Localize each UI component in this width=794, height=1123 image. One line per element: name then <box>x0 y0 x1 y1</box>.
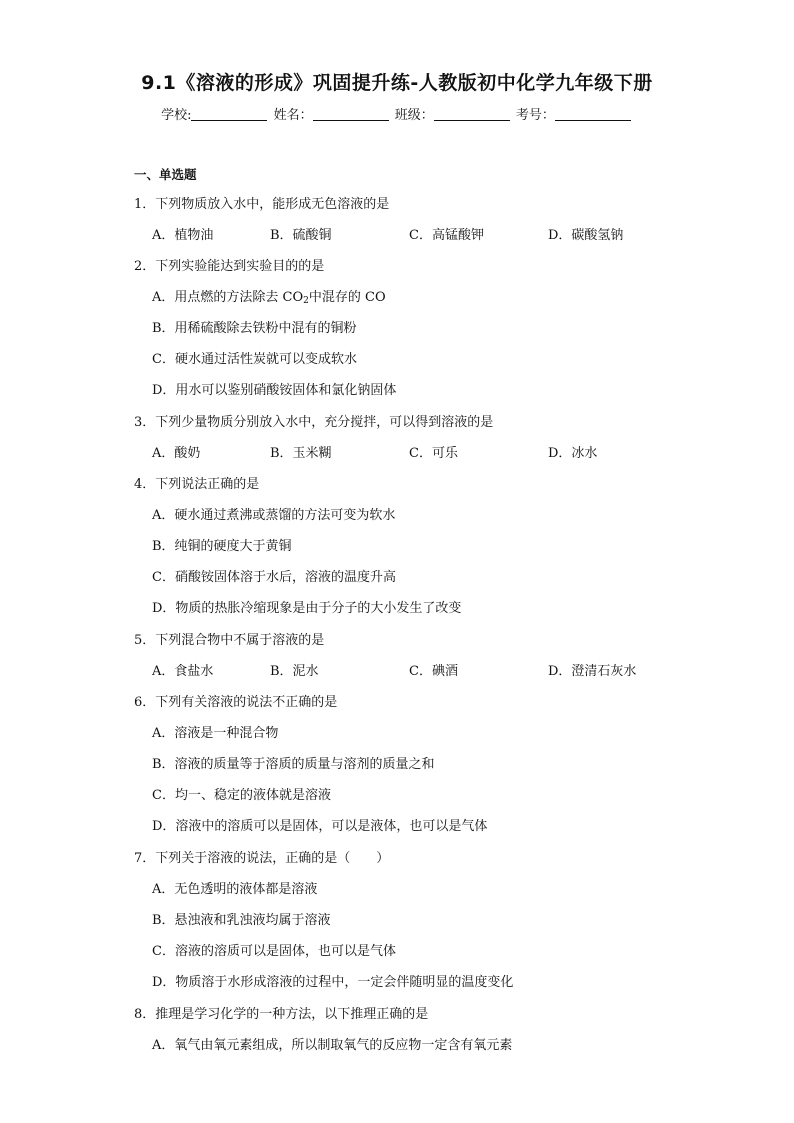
option-d: D．澄清石灰水 <box>548 664 637 679</box>
option-c: C．可乐 <box>409 446 458 461</box>
option-a <box>152 286 386 306</box>
option-c: C．碘酒 <box>409 664 458 679</box>
exam-number-blank[interactable] <box>555 106 631 121</box>
option-b: B．悬浊液和乳浊液均属于溶液 <box>152 913 331 928</box>
option-c: C．硬水通过活性炭就可以变成软水 <box>152 352 357 367</box>
question-stem: 6．下列有关溶液的说法不正确的是 <box>134 695 338 710</box>
name-blank[interactable] <box>313 106 389 121</box>
option-a: A．无色透明的液体都是溶液 <box>152 882 318 897</box>
question-stem: 4．下列说法正确的是 <box>134 477 260 492</box>
option-d: D．碳酸氢钠 <box>548 228 624 243</box>
question-stem: 7．下列关于溶液的说法，正确的是（ ） <box>134 851 390 866</box>
school-blank[interactable] <box>191 106 267 121</box>
question-stem: 2．下列实验能达到实验目的的是 <box>134 259 325 274</box>
option-b: B．溶液的质量等于溶质的质量与溶剂的质量之和 <box>152 757 435 772</box>
question-stem: 8．推理是学习化学的一种方法，以下推理正确的是 <box>134 1007 429 1022</box>
option-a-text: A．用点燃的方法除去 CO <box>152 290 304 305</box>
option-row <box>152 224 712 244</box>
question-stem: 1．下列物质放入水中，能形成无色溶液的是 <box>134 197 390 212</box>
option-row <box>152 660 712 680</box>
option-row <box>152 442 712 462</box>
exam-number-label: 考号： <box>515 108 555 123</box>
option-d: D．物质溶于水形成溶液的过程中，一定会伴随明显的温度变化 <box>152 975 514 990</box>
question-stem: 5．下列混合物中不属于溶液的是 <box>134 633 325 648</box>
option-c: C．高锰酸钾 <box>409 228 484 243</box>
class-label: 班级： <box>394 108 434 123</box>
option-a: A．酸奶 <box>152 446 201 461</box>
page-title: 9.1《溶液的形成》巩固提升练-人教版初中化学九年级下册 <box>141 72 653 94</box>
option-a-tail: 中混存的 CO <box>308 290 386 305</box>
option-d: D．冰水 <box>548 446 598 461</box>
subscript: 2 <box>303 296 309 306</box>
student-info-line <box>0 104 794 123</box>
option-b: B．玉米糊 <box>270 446 332 461</box>
option-b: B．用稀硫酸除去铁粉中混有的铜粉 <box>152 321 357 336</box>
option-b: B．泥水 <box>270 664 319 679</box>
question-stem: 3．下列少量物质分别放入水中，充分搅拌，可以得到溶液的是 <box>134 415 494 430</box>
class-blank[interactable] <box>434 106 510 121</box>
option-d: D．溶液中的溶质可以是固体，可以是液体，也可以是气体 <box>152 819 488 834</box>
name-label: 姓名： <box>273 108 313 123</box>
option-c: C．硝酸铵固体溶于水后，溶液的温度升高 <box>152 570 396 585</box>
school-label: 学校: <box>161 108 192 123</box>
option-b: B．硫酸铜 <box>270 228 332 243</box>
option-c: C．均一、稳定的液体就是溶液 <box>152 788 331 803</box>
option-a: A．硬水通过煮沸或蒸馏的方法可变为软水 <box>152 508 396 523</box>
option-b: B．纯铜的硬度大于黄铜 <box>152 539 292 554</box>
option-d: D．用水可以鉴别硝酸铵固体和氯化钠固体 <box>152 383 397 398</box>
option-c: C．溶液的溶质可以是固体，也可以是气体 <box>152 944 396 959</box>
section-heading: 一、单选题 <box>134 167 197 182</box>
option-d: D．物质的热胀冷缩现象是由于分子的大小发生了改变 <box>152 601 462 616</box>
option-a: A．食盐水 <box>152 664 214 679</box>
option-a: A．氧气由氧元素组成，所以制取氧气的反应物一定含有氧元素 <box>152 1038 513 1053</box>
option-a: A．溶液是一种混合物 <box>152 726 279 741</box>
option-a: A．植物油 <box>152 228 214 243</box>
